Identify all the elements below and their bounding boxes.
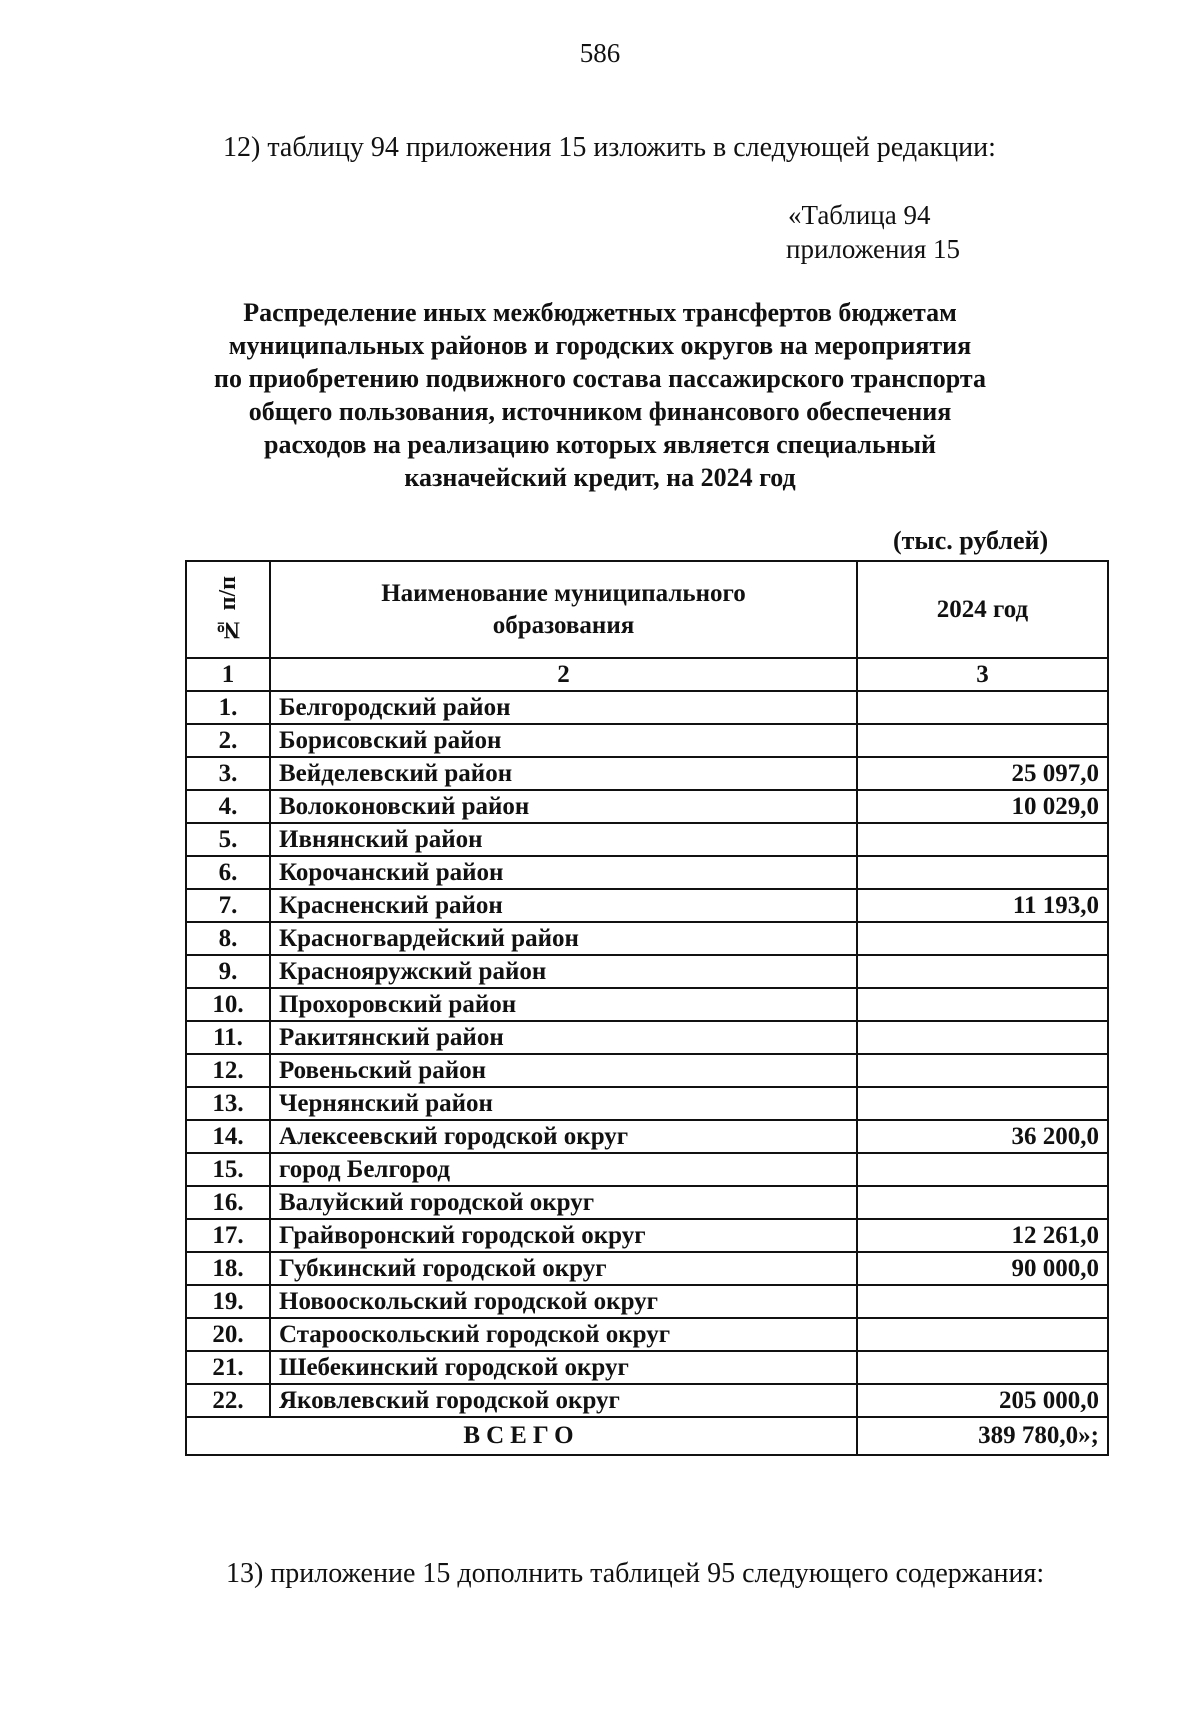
- municipality-name: Старооскольский городской округ: [270, 1318, 857, 1351]
- municipality-name: Вейделевский район: [270, 757, 857, 790]
- amount-value: [857, 1285, 1108, 1318]
- amount-value: [857, 1087, 1108, 1120]
- amount-value: [857, 856, 1108, 889]
- row-number: 9.: [186, 955, 270, 988]
- title-line: расходов на реализацию которых является специальный: [263, 430, 936, 459]
- row-number: 13.: [186, 1087, 270, 1120]
- row-number: 21.: [186, 1351, 270, 1384]
- header-number-text: № п/п: [215, 576, 241, 643]
- amount-value: [857, 1186, 1108, 1219]
- amount-value: [857, 1351, 1108, 1384]
- row-number: 3.: [186, 757, 270, 790]
- table-row: [186, 922, 1108, 955]
- table-row: [186, 724, 1108, 757]
- row-number: 22.: [186, 1384, 270, 1417]
- outro-paragraph: 13) приложение 15 дополнить таблицей 95 следующего содержания:: [226, 1558, 1045, 1589]
- row-number: 18.: [186, 1252, 270, 1285]
- row-number: 14.: [186, 1120, 270, 1153]
- municipality-name: Яковлевский городской округ: [270, 1384, 857, 1417]
- table-reference-line-1: «Таблица 94: [788, 200, 931, 230]
- row-number: 20.: [186, 1318, 270, 1351]
- row-number: 19.: [186, 1285, 270, 1318]
- title-line: казначейский кредит, на 2024 год: [404, 463, 796, 492]
- amount-value: [857, 823, 1108, 856]
- municipality-name: Борисовский район: [270, 724, 857, 757]
- table-row: [186, 790, 1108, 823]
- table-row: [186, 1186, 1108, 1219]
- table-row: [186, 1219, 1108, 1252]
- row-number: 17.: [186, 1219, 270, 1252]
- row-number: 15.: [186, 1153, 270, 1186]
- header-year: 2024 год: [857, 561, 1108, 658]
- total-value: 389 780,0»;: [857, 1417, 1108, 1455]
- total-label: ВСЕГО: [186, 1417, 857, 1455]
- municipality-name: Алексеевский городской округ: [270, 1120, 857, 1153]
- table-row: [186, 1087, 1108, 1120]
- page-number: 586: [579, 38, 621, 68]
- table-row: [186, 1351, 1108, 1384]
- table-row: [186, 988, 1108, 1021]
- municipality-name: Белгородский район: [270, 691, 857, 724]
- amount-value: [857, 955, 1108, 988]
- table-reference-line-2: приложения 15: [786, 234, 961, 264]
- municipality-name: Красненский район: [270, 889, 857, 922]
- municipality-name: Прохоровский район: [270, 988, 857, 1021]
- amount-value: 11 193,0: [857, 889, 1108, 922]
- title-line: муниципальных районов и городских округов на мероприятия: [228, 331, 972, 360]
- municipality-name: Красногвардейский район: [270, 922, 857, 955]
- table-row: [186, 1054, 1108, 1087]
- table-header-row: [186, 561, 1108, 658]
- row-number: 5.: [186, 823, 270, 856]
- municipality-name: Краснояружский район: [270, 955, 857, 988]
- municipality-name: Корочанский район: [270, 856, 857, 889]
- row-number: 10.: [186, 988, 270, 1021]
- municipality-name: Чернянский район: [270, 1087, 857, 1120]
- amount-value: 205 000,0: [857, 1384, 1108, 1417]
- title-line: Распределение иных межбюджетных трансфертов бюджетам: [243, 298, 957, 327]
- table-row: [186, 1153, 1108, 1186]
- amount-value: [857, 1153, 1108, 1186]
- document-title: [150, 296, 1050, 494]
- municipality-name: Новооскольский городской округ: [270, 1285, 857, 1318]
- column-index: 1: [186, 658, 270, 691]
- total-row: [186, 1417, 1108, 1455]
- municipality-name: Волоконовский район: [270, 790, 857, 823]
- amount-value: [857, 1054, 1108, 1087]
- table-row: [186, 1120, 1108, 1153]
- amount-value: 90 000,0: [857, 1252, 1108, 1285]
- title-line: общего пользования, источником финансового обеспечения: [248, 397, 952, 426]
- amount-value: [857, 1021, 1108, 1054]
- table-row: [186, 823, 1108, 856]
- row-number: 16.: [186, 1186, 270, 1219]
- municipality-name: Шебекинский городской округ: [270, 1351, 857, 1384]
- amount-value: [857, 1318, 1108, 1351]
- table-row: [186, 889, 1108, 922]
- header-number: [186, 561, 270, 658]
- amount-value: 36 200,0: [857, 1120, 1108, 1153]
- row-number: 4.: [186, 790, 270, 823]
- row-number: 11.: [186, 1021, 270, 1054]
- header-municipality: Наименование муниципального образования: [270, 561, 857, 658]
- table-row: [186, 1285, 1108, 1318]
- amount-value: 12 261,0: [857, 1219, 1108, 1252]
- table-reference: [788, 198, 960, 266]
- row-number: 2.: [186, 724, 270, 757]
- column-index-row: [186, 658, 1108, 691]
- amount-value: [857, 691, 1108, 724]
- row-number: 8.: [186, 922, 270, 955]
- table-row: [186, 1318, 1108, 1351]
- municipality-name: Валуйский городской округ: [270, 1186, 857, 1219]
- column-index: 3: [857, 658, 1108, 691]
- column-index: 2: [270, 658, 857, 691]
- table-row: [186, 856, 1108, 889]
- table-row: [186, 1252, 1108, 1285]
- amount-value: [857, 922, 1108, 955]
- municipality-name: Ровеньский район: [270, 1054, 857, 1087]
- municipality-name: Губкинский городской округ: [270, 1252, 857, 1285]
- municipality-name: Ивнянский район: [270, 823, 857, 856]
- title-line: по приобретению подвижного состава пассажирского транспорта: [214, 364, 986, 393]
- row-number: 6.: [186, 856, 270, 889]
- table-row: [186, 1384, 1108, 1417]
- table-row: [186, 691, 1108, 724]
- table-row: [186, 1021, 1108, 1054]
- row-number: 1.: [186, 691, 270, 724]
- amount-value: [857, 724, 1108, 757]
- amount-value: 10 029,0: [857, 790, 1108, 823]
- municipality-name: город Белгород: [270, 1153, 857, 1186]
- intro-paragraph: 12) таблицу 94 приложения 15 изложить в следующей редакции:: [223, 132, 996, 163]
- row-number: 12.: [186, 1054, 270, 1087]
- row-number: 7.: [186, 889, 270, 922]
- table-row: [186, 757, 1108, 790]
- distribution-table: [185, 560, 1109, 1456]
- municipality-name: Ракитянский район: [270, 1021, 857, 1054]
- amount-value: 25 097,0: [857, 757, 1108, 790]
- amount-value: [857, 988, 1108, 1021]
- table-row: [186, 955, 1108, 988]
- municipality-name: Грайворонский городской округ: [270, 1219, 857, 1252]
- unit-label: (тыс. рублей): [893, 526, 1049, 555]
